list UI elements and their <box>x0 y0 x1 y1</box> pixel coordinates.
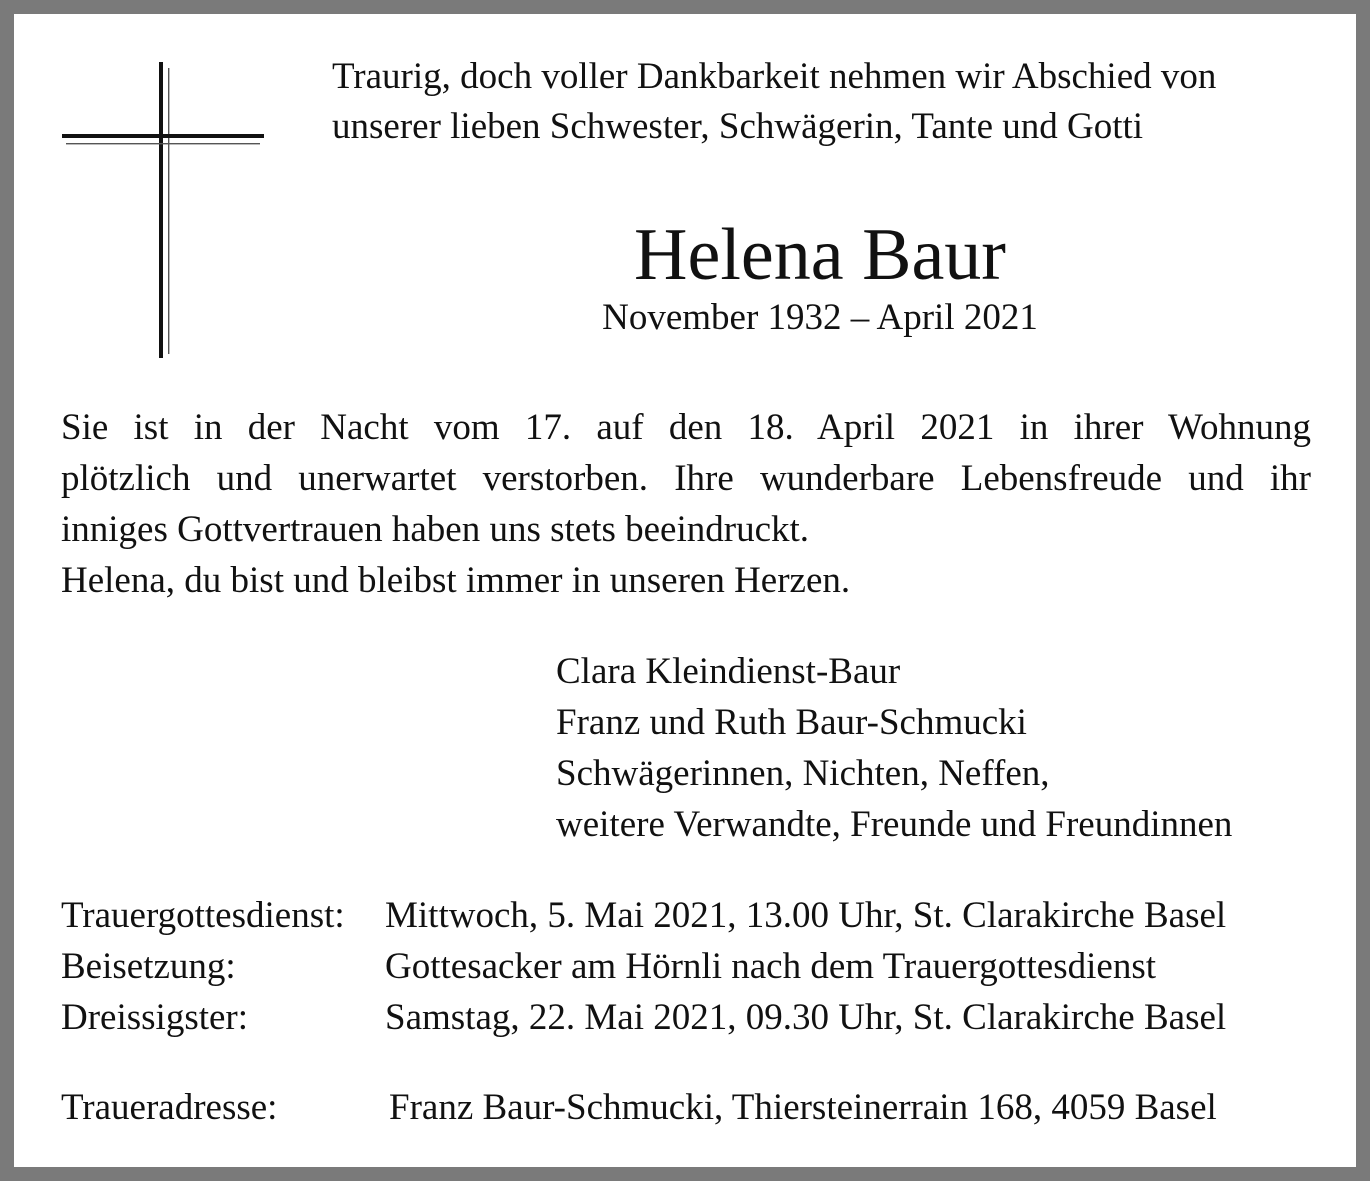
schedule-row-service <box>61 890 1321 941</box>
cross-icon <box>62 62 268 362</box>
life-dates: November 1932 – April 2021 <box>602 297 1038 338</box>
intro-text <box>332 52 1332 152</box>
address-value: Franz Baur-Schmucki, Thiersteinerrain 168, 4059 Basel <box>389 1087 1217 1128</box>
mourner-entry: Franz und Ruth Baur-Schmucki <box>556 702 1027 743</box>
mourner-entry: weitere Verwandte, Freunde und Freundinnen <box>556 804 1233 845</box>
schedule-value: Gottesacker am Hörnli nach dem Trauergottesdienst <box>385 946 1157 987</box>
funeral-schedule <box>61 890 1321 1043</box>
obituary-body <box>61 402 1311 606</box>
mourners-list <box>556 646 1232 850</box>
schedule-value: Mittwoch, 5. Mai 2021, 13.00 Uhr, St. Clarakirche Basel <box>385 895 1227 936</box>
address-label: Traueradresse: <box>61 1087 278 1128</box>
body-line: Sie ist in der Nacht vom 17. auf den 18. April 2021 in ihrer Wohnung <box>61 407 1311 448</box>
schedule-label: Trauergottesdienst: <box>61 895 345 936</box>
mourner-entry: Schwägerinnen, Nichten, Neffen, <box>556 753 1050 794</box>
deceased-name: Helena Baur <box>634 214 1006 296</box>
schedule-row-burial <box>61 941 1321 992</box>
body-line: Helena, du bist und bleibst immer in unseren Herzen. <box>61 560 851 601</box>
body-line: inniges Gottvertrauen haben uns stets beeindruckt. <box>61 509 810 550</box>
schedule-label: Beisetzung: <box>61 946 236 987</box>
obituary-notice <box>14 14 1356 1167</box>
schedule-row-thirtieth <box>61 992 1321 1043</box>
intro-line: unserer lieben Schwester, Schwägerin, Tante und Gotti <box>332 106 1144 147</box>
body-line: plötzlich und unerwartet verstorben. Ihre wunderbare Lebensfreude und ihr <box>61 458 1311 499</box>
intro-line: Traurig, doch voller Dankbarkeit nehmen wir Abschied von <box>332 56 1217 97</box>
schedule-label: Dreissigster: <box>61 997 249 1038</box>
schedule-value: Samstag, 22. Mai 2021, 09.30 Uhr, St. Clarakirche Basel <box>385 997 1227 1038</box>
mourner-entry: Clara Kleindienst-Baur <box>556 651 901 692</box>
